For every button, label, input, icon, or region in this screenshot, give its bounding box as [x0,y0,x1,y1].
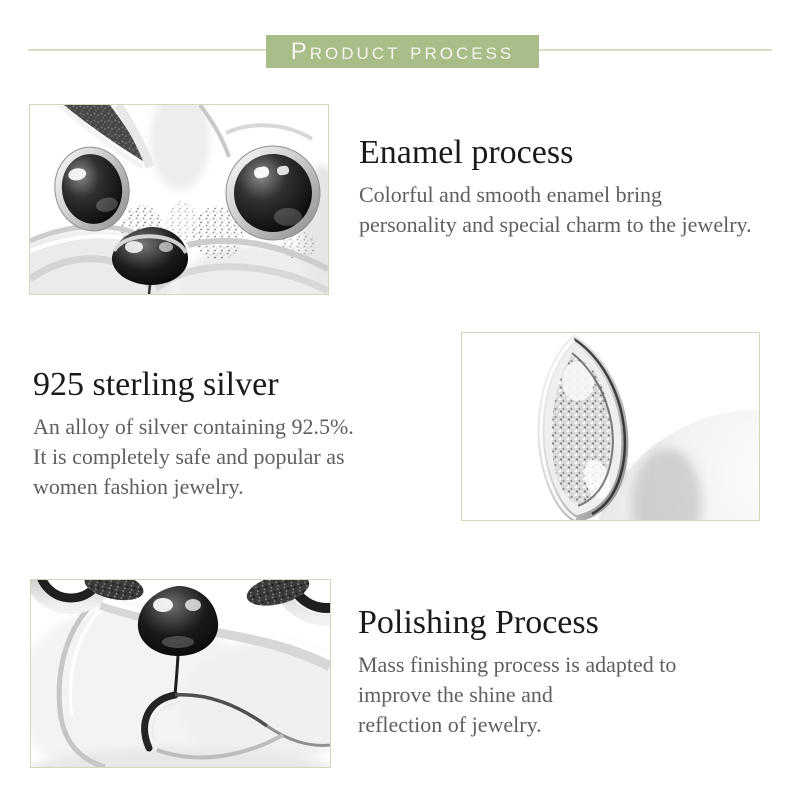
body-line: Colorful and smooth enamel bring [359,182,663,207]
section-heading: Enamel process [359,134,574,171]
section-text-silver [33,364,453,502]
section-body [33,412,453,502]
photo-dog-ear [461,332,760,521]
photo-dog-face [29,104,329,295]
section-heading: 925 sterling silver [33,366,279,403]
section-body [358,650,788,740]
dog-muzzle-art [31,580,330,767]
page-title: Product process [290,37,515,65]
body-line: women fashion jewelry. [33,474,244,499]
body-line: personality and special charm to the jewelry. [359,212,752,237]
section-body [359,180,789,240]
photo-dog-muzzle [30,579,331,768]
body-line: improve the shine and [358,682,553,707]
header-rule-right [539,49,772,51]
section-text-polishing [358,602,788,740]
right-eye [226,146,320,240]
page-title-box [266,35,539,68]
body-line: Mass finishing process is adapted to [358,652,677,677]
body-line: An alloy of silver containing 92.5%. [33,414,354,439]
header-rule-left [28,49,266,51]
dog-face-art [30,105,328,294]
dog-ear-art [462,333,759,520]
body-line: It is completely safe and popular as [33,444,345,469]
section-text-enamel [359,132,789,240]
body-line: reflection of jewelry. [358,712,542,737]
section-heading: Polishing Process [358,604,599,641]
